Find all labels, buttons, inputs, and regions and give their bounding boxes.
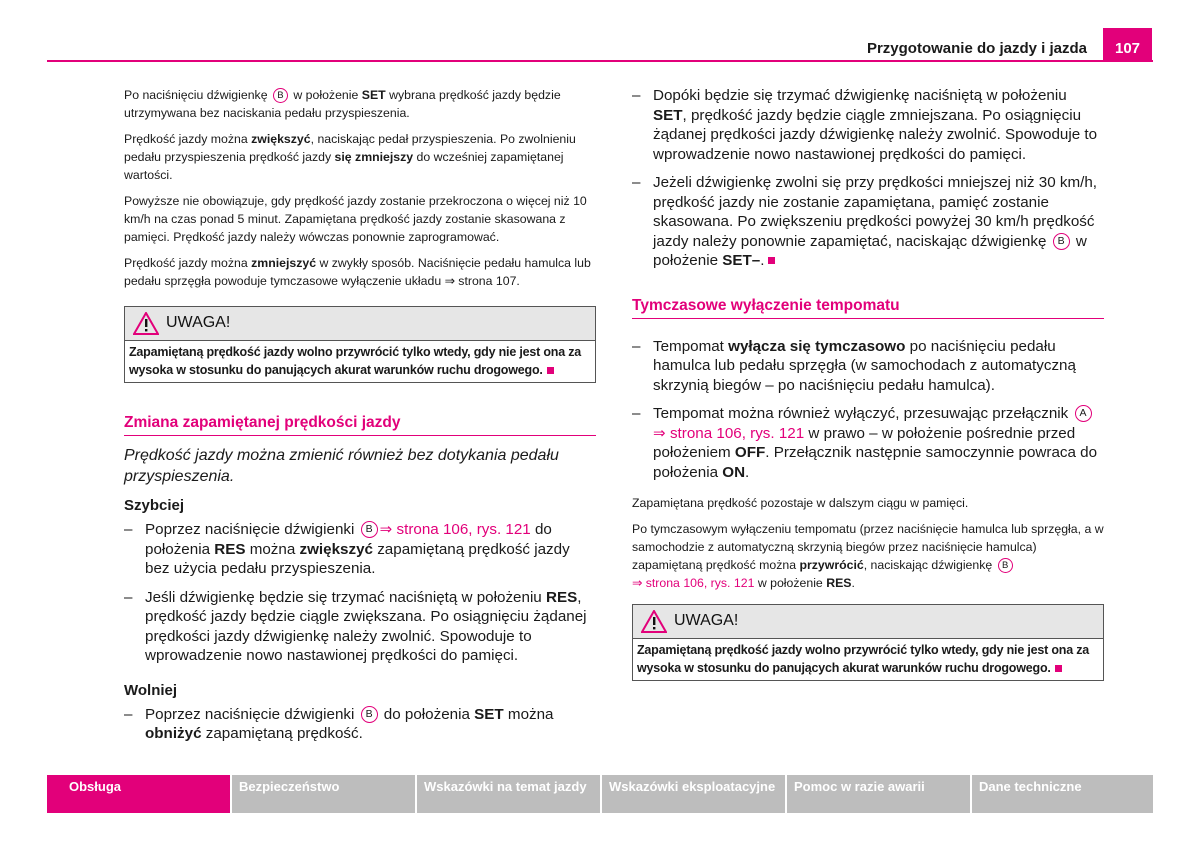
warning-box xyxy=(632,604,1104,681)
warning-text: Zapamiętaną prędkość jazdy wolno przywrócić tylko wtedy, gdy nie jest ona za wysoka w stosunku do panujących akurat warunków ruchu drogowego. xyxy=(637,643,1090,675)
paragraph: Po naciśnięciu dźwigienkę B w położenie SET wybrana prędkość jazdy będzie utrzymywana bez naciskania pedału przyspieszenia. xyxy=(124,88,561,120)
subheading-slower: Wolniej xyxy=(124,681,178,699)
footer-tab-wskazowki-eksploatacyjne[interactable]: Wskazówki eksploatacyjne xyxy=(602,775,785,813)
page-reference-link[interactable]: ⇒ strona 106, rys. 121 xyxy=(653,424,805,442)
switch-a-marker: A xyxy=(1075,405,1092,422)
footer-tab-pomoc[interactable]: Pomoc w razie awarii xyxy=(787,775,970,813)
paragraph: Zapamiętana prędkość pozostaje w dalszym ciągu w pamięci. xyxy=(632,496,969,510)
section-title: Zmiana zapamiętanej prędkości jazdy xyxy=(124,414,596,436)
left-column xyxy=(124,86,596,753)
list-item: – Jeżeli dźwigienkę zwolni się przy prędkości mniejszej niż 30 km/h, prędkość jazdy nie zostanie zapamiętana, pamięć zostanie skasowana. Po zwiększeniu prędkości powyżej 30 km/h prędkość jazdy należy ponownie zapamiętać, naciskając dźwigienkę B w położenie SET–. xyxy=(632,173,1104,271)
page-reference-link[interactable]: ⇒ strona 106, rys. 121 xyxy=(379,521,531,538)
lever-b-marker: B xyxy=(361,706,378,723)
page-number: 107 xyxy=(1103,28,1152,62)
warning-title: UWAGA! xyxy=(674,612,739,629)
warning-header xyxy=(633,605,1103,639)
end-square-icon xyxy=(768,257,775,264)
paragraph: Po tymczasowym wyłączeniu tempomatu (przez naciśnięcie hamulca lub sprzęgła, a w samochodzie z automatyczną skrzynią biegów przez naciśnięcie hamulca) zapamiętaną prędkość można przywrócić, naciskając dźwigienkę B ⇒ strona 106, rys. 121 w położenie RES. xyxy=(632,522,1104,590)
warning-triangle-icon xyxy=(641,610,667,633)
section-intro: Prędkość jazdy można zmienić również bez dotykania pedału przyspieszenia. xyxy=(124,447,559,485)
footer-tab-bezpieczenstwo[interactable]: Bezpieczeństwo xyxy=(232,775,415,813)
section-title: Tymczasowe wyłączenie tempomatu xyxy=(632,297,1104,319)
footer-tab-dane-techniczne[interactable]: Dane techniczne xyxy=(972,775,1153,813)
list-item: – Dopóki będzie się trzymać dźwigienkę naciśniętą w położeniu SET, prędkość jazdy będzie ciągle zmniejszana. Po osiągnięciu żądanej prędkości jazdy dźwigienkę należy zwolnić. Spowoduje to wprowadzenie nowo nastawionej prędkości do pamięci. xyxy=(632,86,1104,164)
paragraph: Prędkość jazdy można zmniejszyć w zwykły sposób. Naciśnięcie pedału hamulca lub pedału sprzęgła powoduje tymczasowe wyłączenie układu ⇒ strona 107. xyxy=(124,256,591,288)
warning-title: UWAGA! xyxy=(166,314,231,331)
header-title: Przygotowanie do jazdy i jazda xyxy=(866,40,1087,57)
warning-triangle-icon xyxy=(133,312,159,335)
page-reference-link[interactable]: ⇒ strona 106, rys. 121 xyxy=(632,576,755,590)
paragraph: Powyższe nie obowiązuje, gdy prędkość jazdy zostanie przekroczona o więcej niż 10 km/h na czas ponad 5 minut. Zapamiętana prędkość jazdy zostanie skasowana z pamięci. Prędkość jazdy należy wówczas ponownie zaprogramować. xyxy=(124,194,587,244)
end-square-icon xyxy=(547,367,554,374)
warning-header xyxy=(125,307,595,341)
warning-box xyxy=(124,306,596,383)
subheading-faster: Szybciej xyxy=(124,497,185,514)
lever-b-marker: B xyxy=(998,558,1013,573)
list-item: – Poprzez naciśnięcie dźwigienki B ⇒ strona 106, rys. 121 do położenia RES można zwiększyć zapamiętaną prędkość jazdy bez użycia pedału przyspieszenia. xyxy=(124,520,596,579)
lever-b-marker: B xyxy=(1053,233,1070,250)
lever-b-marker: B xyxy=(273,88,288,103)
warning-text: Zapamiętaną prędkość jazdy wolno przywrócić tylko wtedy, gdy nie jest ona za wysoka w stosunku do panujących akurat warunków ruchu drogowego. xyxy=(129,345,582,377)
list-item: – Tempomat wyłącza się tymczasowo po naciśnięciu pedału hamulca lub pedału sprzęgła (w samochodach z automatyczną skrzynią biegów – po naciśnięciu pedału hamulca). xyxy=(632,337,1104,396)
end-square-icon xyxy=(1055,665,1062,672)
list-item: – Tempomat można również wyłączyć, przesuwając przełącznik A⇒ strona 106, rys. 121 w prawo – w położenie pośrednie przed położeniem OFF. Przełącznik następnie samoczynnie powraca do położenia ON. xyxy=(632,404,1104,482)
footer-tab-wskazowki-jazdy[interactable]: Wskazówki na temat jazdy xyxy=(417,775,600,813)
footer-tab-obsluga[interactable]: Obsługa xyxy=(47,775,230,813)
right-column xyxy=(632,86,1104,681)
list-item: – Poprzez naciśnięcie dźwigienki B do położenia SET można obniżyć zapamiętaną prędkość. xyxy=(124,705,596,744)
lever-b-marker: B xyxy=(361,521,378,538)
paragraph: Prędkość jazdy można zwiększyć, naciskając pedał przyspieszenia. Po zwolnieniu pedału przyspieszenia prędkość jazdy się zmniejszy do wcześniej zapamiętanej wartości. xyxy=(124,132,576,182)
list-item: – Jeśli dźwigienkę będzie się trzymać naciśniętą w położeniu RES, prędkość jazdy będzie ciągle zwiększana. Po osiągnięciu żądanej prędkości jazdy dźwigienkę należy zwolnić. Spowoduje to wprowadzenie nowo nastawionej prędkości do pamięci. xyxy=(124,588,596,666)
header-rule xyxy=(47,60,1153,62)
